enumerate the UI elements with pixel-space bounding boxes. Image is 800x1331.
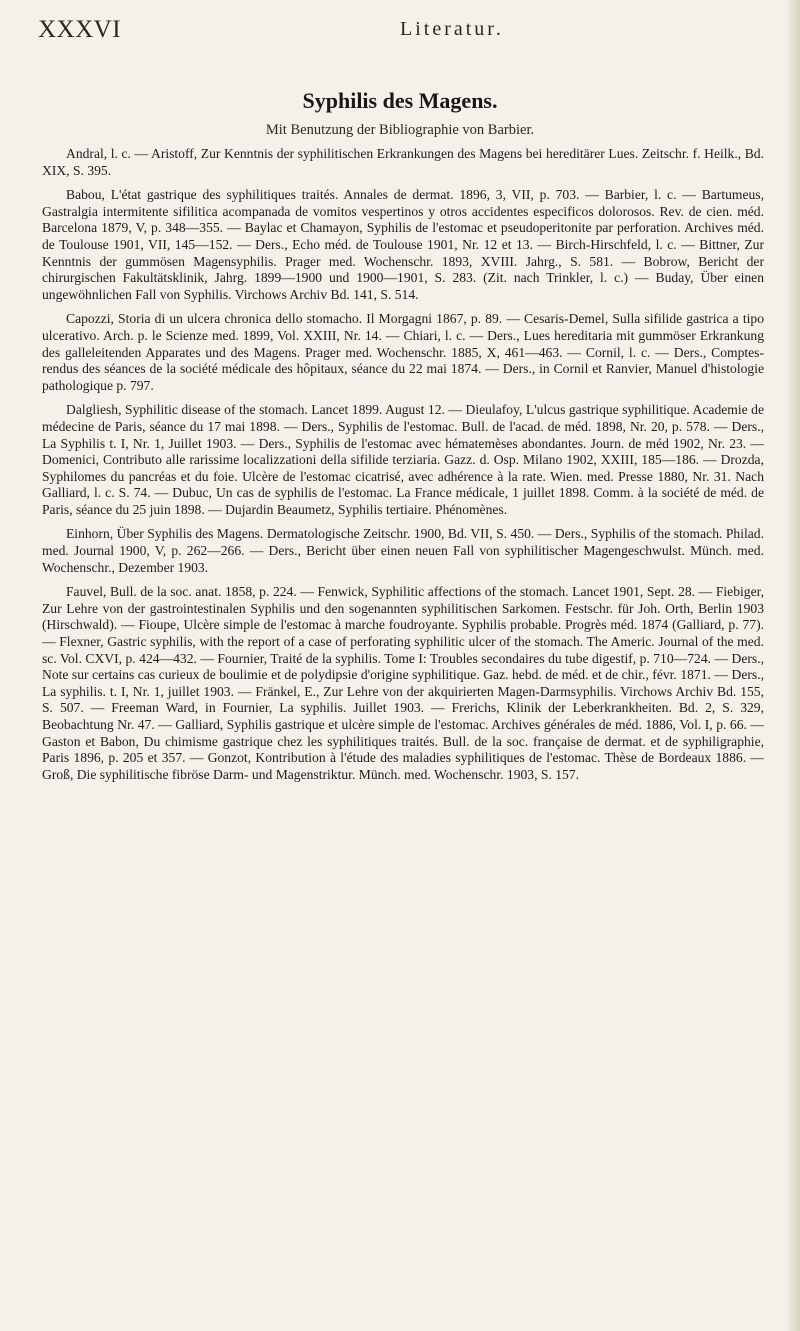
page-edge-shadow bbox=[788, 0, 800, 1331]
bibliography-entry-f: Fauvel, Bull. de la soc. anat. 1858, p. 224. — Fenwick, Syphilitic affections of the stomach. Lancet 1901, Sept. 28. — Fiebiger, Zur Lehre von der gastrointestinalen Syphilis und den sogenannten syphilitischen Sarkomen. Festschr. für Joh. Orth, Berlin 1903 (Hirschwald). — Fioupe, Ulcère simple de l'estomac à marche foudroyante. Syphilis probable. Progrès méd. 1874 (Galliard, p. 77). — Flexner, Gastric syphilis, with the report of a case of perforating syphilitic ulcer of the stomach. The Americ. Journal of the med. sc. Vol. CXVI, p. 424—432. — Fournier, Traité de la syphilis. Tome I: Troubles secondaires du tube digestif, p. 710—724. — Ders., Note sur certains cas curieux de boulimie et de polydipsie d'origine syphilitique. Gaz. hebd. de méd. et de chir., févr. 1871. — Ders., La syphilis. t. I, Nr. 1, juillet 1903. — Fränkel, E., Zur Lehre von der akquirierten Magen-Darmsyphilis. Virchows Archiv Bd. 155, S. 507. — Freeman Ward, in Fournier, La syphilis. Juillet 1903. — Frerichs, Klinik der Leberkrankheiten. Bd. 2, S. 329, Beobachtung Nr. 47. — Galliard, Syphilis gastrique et ulcère simple de l'estomac. Archives générales de méd. 1886, Vol. I, p. 66. — Gaston et Babon, Du chimisme gastrique chez les syphilitiques traités. Bull. de la soc. française de dermat. et de syphiligraphie, Paris 1896, p. 205 et 357. — Gonzot, Kontribution à l'étude des maladies syphilitiques de l'estomac. Thèse de Bordeaux 1886. — Groß, Die syphilitische fibröse Darm- und Magenstriktur. Münch. med. Wochenschr. 1903, S. 157. bbox=[42, 584, 764, 782]
page-number: XXXVI bbox=[38, 16, 122, 43]
bibliography-entry-a: Andral, l. c. — Aristoff, Zur Kenntnis der syphilitischen Erkrankungen des Magens bei hereditärer Lues. Zeitschr. f. Heilk., Bd. XIX, S. 395. bbox=[42, 146, 764, 178]
bibliography-entry-b: Babou, L'état gastrique des syphilitiques traités. Annales de dermat. 1896, 3, VII, p. 703. — Barbier, l. c. — Bartumeus, Gastralgia intermitente sifilitica acompanada de vomitos vespertinos y otros accidentes especificos dolorosos. Rev. de cien. méd. Barcelona 1879, V, p. 348—355. — Baylac et Chamayon, Syphilis de l'estomac et pseudoperitonite par perforation. Archives méd. de Toulouse 1901, VII, 145—152. — Ders., Echo méd. de Toulouse 1901, Nr. 12 et 13. — Birch-Hirschfeld, l. c. — Bittner, Zur Kenntnis der gummösen Magensyphilis. Prager med. Wochenschr. 1893, XVIII. Jahrg., S. 581. — Bobrow, Bericht der chirurgischen Fakultätsklinik, Jahrg. 1899—1900 und 1900—1901, S. 283. (Zit. nach Trinkler, l. c.) — Buday, Über einen ungewöhnlichen Fall von Syphilis. Virchows Archiv Bd. 141, S. 514. bbox=[42, 187, 764, 302]
running-head: Literatur. bbox=[400, 18, 504, 40]
page-header bbox=[38, 16, 778, 46]
bibliography-entry-c: Capozzi, Storia di un ulcera chronica dello stomacho. Il Morgagni 1867, p. 89. — Cesaris-Demel, Sulla sifilide gastrica a tipo ulcerativo. Arch. p. le Scienze med. 1899, Vol. XXIII, Nr. 14. — Chiari, l. c. — Ders., Lues hereditaria mit gummöser Erkrankung des galleleitenden Apparates und des Magens. Prager med. Wochenschr. 1885, X, 461—463. — Cornil, l. c. — Ders., Comptes-rendus des séances de la société médicale des hôpitaux, séance du 22 mai 1874. — Ders., in Cornil et Ranvier, Manuel d'histologie pathologique p. 797. bbox=[42, 311, 764, 393]
bibliography-list bbox=[42, 146, 764, 1321]
bibliography-entry-d: Dalgliesh, Syphilitic disease of the stomach. Lancet 1899. August 12. — Dieulafoy, L'ulcus gastrique syphilitique. Academie de médecine de Paris, séance du 17 mai 1898. — Ders., Syphilis de l'estomac. Bull. de l'acad. de méd. 1898, Nr. 20, p. 578. — Ders., La Syphilis t. I, Nr. 1, Juillet 1903. — Ders., Syphilis de l'estomac avec hématemèses abondantes. Journ. de méd 1902, Nr. 23. — Domenici, Contributo alle rarissime localizzationi della sifilide terziaria. Gazz. d. Osp. Milano 1902, XXIII, 185—186. — Drozda, Syphilomes du pancréas et du foie. Ulcère de l'estomac cicatrisé, avec adhérence à la rate. Wien. med. Presse 1880, Nr. 31. Nach Galliard, l. c. S. 74. — Dubuc, Un cas de syphilis de l'estomac. La France médicale, 1 juillet 1898. Comm. à la société de méd. de Paris, séance du 25 juin 1898. — Dujardin Beaumetz, Syphilis tertiaire. Phénomènes. bbox=[42, 402, 764, 517]
bibliography-entry-e: Einhorn, Über Syphilis des Magens. Dermatologische Zeitschr. 1900, Bd. VII, S. 450. — Ders., Syphilis of the stomach. Philad. med. Journal 1900, V, p. 262—266. — Ders., Bericht über einen neuen Fall von syphilitischer Magengeschwulst. Münch. med. Wochenschr., Dezember 1903. bbox=[42, 526, 764, 575]
article-subtitle: Mit Benutzung der Bibliographie von Barbier. bbox=[265, 122, 535, 138]
article-title: Syphilis des Magens. bbox=[302, 88, 498, 113]
